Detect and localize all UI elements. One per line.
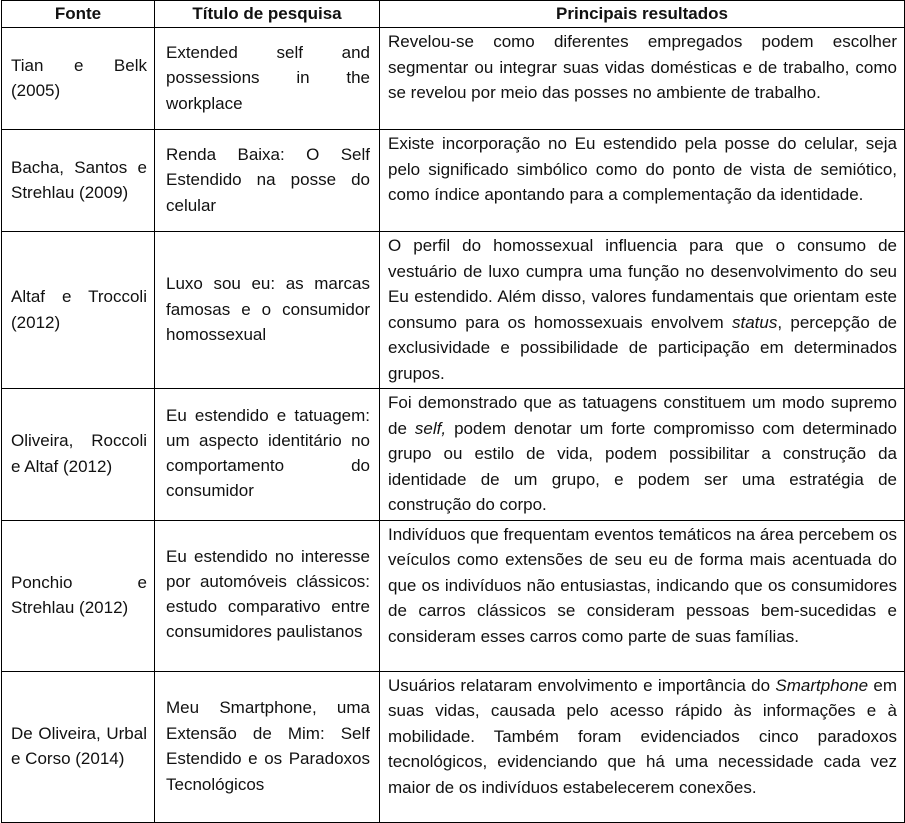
- row-source: Tian e Belk (2005): [2, 28, 155, 130]
- table-row: [2, 520, 905, 671]
- row-results: [380, 671, 905, 822]
- results-text: , percepção de exclusividade e possibilidade de participação em determinados grupos.: [388, 312, 898, 383]
- row-title: Meu Smartphone, uma Extensão de Mim: Self Estendido e os Paradoxos Tecnológicos: [155, 671, 380, 822]
- row-source: Bacha, Santos e Strehlau (2009): [2, 130, 155, 232]
- row-results: Existe incorporação no Eu estendido pela posse do celular, seja pelo significado simbólico como do ponto de vista de semiótico, como índice apontando para a complementação da identidade.: [380, 130, 905, 232]
- results-text: em suas vidas, causada pelo acesso rápido às informações e à mobilidade. Também foram evidenciados cinco paradoxos tecnológicos, evidenciando que há uma necessidade cada vez maior de os indivíduos estabelecerem conexões.: [388, 675, 897, 797]
- table-row: [2, 130, 905, 232]
- header-results: Principais resultados: [380, 1, 905, 28]
- results-emphasis: Smartphone: [775, 675, 869, 695]
- row-source: De Oliveira, Urbal e Corso (2014): [2, 671, 155, 822]
- row-results: [380, 232, 905, 389]
- row-title: Luxo sou eu: as marcas famosas e o consumidor homossexual: [155, 232, 380, 389]
- literature-review-table: [1, 0, 905, 823]
- row-title: Eu estendido no interesse por automóveis clássicos: estudo comparativo entre consumidores paulistanos: [155, 520, 380, 671]
- row-results: Indivíduos que frequentam eventos temáticos na área percebem os veículos como extensões de seu eu de forma mais acentuada do que os indivíduos não entusiastas, indicando que os consumidores de carros clássicos se consideram pessoas bem-sucedidas e consideram esses carros como parte de suas famílias.: [380, 520, 905, 671]
- results-text: Usuários relataram envolvimento e importância do: [388, 675, 776, 695]
- results-text: podem denotar um forte compromisso com determinado grupo ou estilo de vida, podem possibilitar a construção da identidade de um grupo, e podem ser uma estratégia de construção do corpo.: [388, 418, 897, 514]
- results-emphasis: status: [731, 312, 778, 332]
- row-source: Oliveira, Roccoli e Altaf (2012): [2, 389, 155, 521]
- header-title: Título de pesquisa: [155, 1, 380, 28]
- row-source: Ponchio e Strehlau (2012): [2, 520, 155, 671]
- row-results: [380, 389, 905, 521]
- table-row: [2, 232, 905, 389]
- row-title: Renda Baixa: O Self Estendido na posse do celular: [155, 130, 380, 232]
- row-results: Revelou-se como diferentes empregados podem escolher segmentar ou integrar suas vidas domésticas e de trabalho, como se revelou por meio das posses no ambiente de trabalho.: [380, 28, 905, 130]
- results-text: Foi demonstrado que as tatuagens constituem um modo supremo de: [388, 393, 897, 438]
- header-row: [2, 1, 905, 28]
- table-row: [2, 28, 905, 130]
- results-emphasis: self,: [414, 418, 447, 438]
- header-source: Fonte: [2, 1, 155, 28]
- row-source: Altaf e Troccoli (2012): [2, 232, 155, 389]
- table-row: [2, 671, 905, 822]
- row-title: Extended self and possessions in the workplace: [155, 28, 380, 130]
- row-title: Eu estendido e tatuagem: um aspecto identitário no comportamento do consumidor: [155, 389, 380, 521]
- results-text: O perfil do homossexual influencia para que o consumo de vestuário de luxo cumpra uma função no desenvolvimento do seu Eu estendido. Além disso, valores fundamentais que orientam este consumo para os homossexuais envolvem: [388, 236, 897, 332]
- table-row: [2, 389, 905, 521]
